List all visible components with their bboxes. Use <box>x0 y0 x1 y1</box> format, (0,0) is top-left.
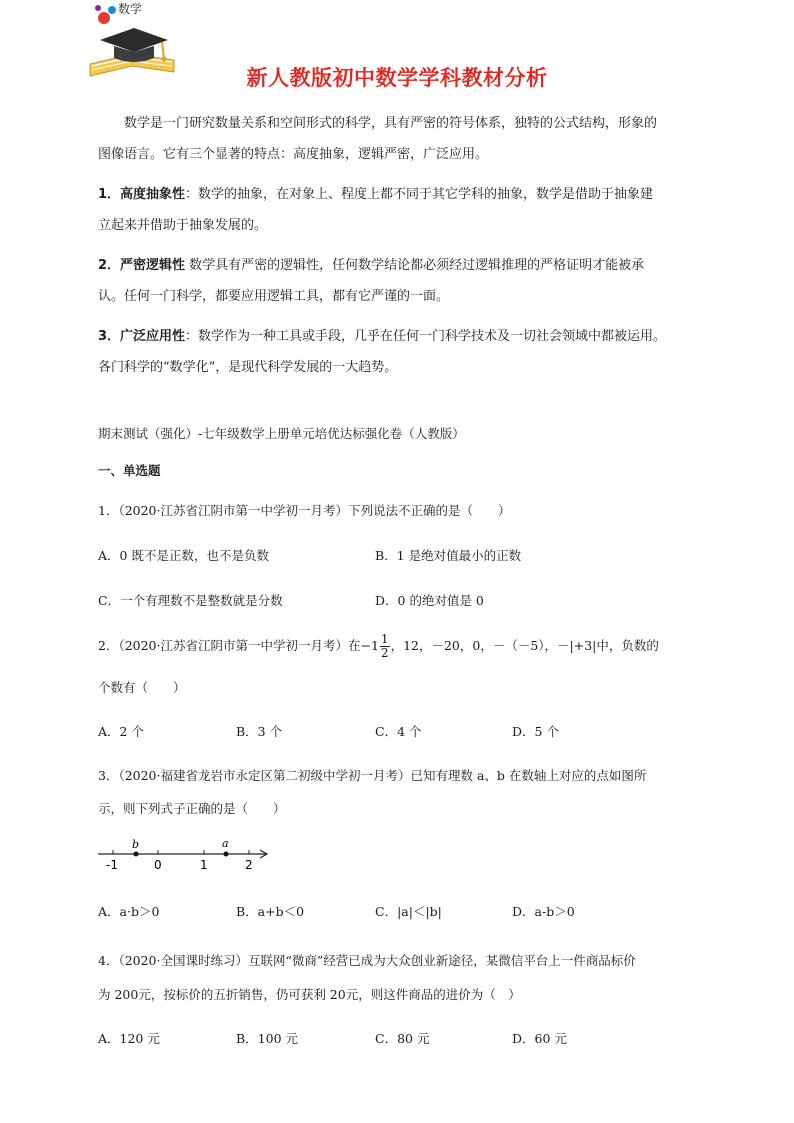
question-2-stem-line-2: 个数有（ ） <box>98 680 186 695</box>
question-4-stem: 4．（2020·全国课时练习）互联网“微商”经营已成为大众创业新途径，某微信平台上一件商品标价 <box>98 953 636 968</box>
number-line <box>96 836 272 874</box>
point-b-label: b <box>132 838 140 851</box>
tick-label: 2 <box>245 858 253 872</box>
question-2-option-a[interactable]: A．2 个 <box>98 724 144 739</box>
question-4-option-c[interactable]: C．80 元 <box>375 1031 430 1046</box>
question-3-option-b[interactable]: B．a+b＜0 <box>236 904 305 919</box>
feature-3 <box>98 321 708 383</box>
question-2-stem-post: ，12，－20，0，－（－5），－|+3|中，负数的 <box>390 638 659 653</box>
question-2-option-b[interactable]: B．3 个 <box>236 724 283 739</box>
question-1-option-b[interactable]: B．1 是绝对值最小的正数 <box>375 548 522 563</box>
fraction-numerator: 1 <box>380 632 389 646</box>
page-title: 新人教版初中数学学科教材分析 <box>246 66 548 90</box>
feature-1-text: ：数学的抽象，在对象上、程度上都不同于其它学科的抽象，数学是借助于抽象建 <box>185 187 654 202</box>
feature-1 <box>98 179 708 241</box>
feature-3-text: ：数学作为一种工具或手段，几乎在任何一门科学技术及一切社会领域中都被运用。 <box>185 329 667 344</box>
logo-word: 数学 <box>118 2 143 16</box>
fraction <box>380 633 390 660</box>
intro-paragraph <box>98 108 708 170</box>
point-a-label: a <box>222 837 229 850</box>
tick-label: -1 <box>106 858 118 872</box>
feature-3-text-2: 各门科学的“数学化”，是现代科学发展的一大趋势。 <box>98 360 398 375</box>
question-3-option-d[interactable]: D．a-b＞0 <box>512 904 575 919</box>
question-2-option-d[interactable]: D．5 个 <box>512 724 559 739</box>
question-2-option-c[interactable]: C．4 个 <box>375 724 422 739</box>
question-4-stem-line-2: 为 200元，按标价的五折销售，仍可获利 20元，则这件商品的进价为（ ） <box>98 987 521 1002</box>
feature-2 <box>98 250 708 312</box>
question-1-option-d[interactable]: D．0 的绝对值是 0 <box>375 593 484 608</box>
question-3-stem-line-2: 示，则下列式子正确的是（ ） <box>98 801 286 816</box>
feature-1-text-2: 立起来并借助于抽象发展的。 <box>98 218 268 233</box>
fraction-denominator: 2 <box>380 646 389 660</box>
question-3-option-c[interactable]: C．|a|＜|b| <box>375 904 442 919</box>
feature-2-label: 2．严密逻辑性 <box>98 258 186 273</box>
question-1-stem: 1．（2020·江苏省江阴市第一中学初一月考）下列说法不正确的是（ ） <box>98 503 511 518</box>
intro-line-2: 图像语言。它有三个显著的特点：高度抽象，逻辑严密，广泛应用。 <box>98 147 489 162</box>
question-2-stem-pre: 2．（2020·江苏省江阴市第一中学初一月考）在−1 <box>98 638 379 653</box>
question-4-option-b[interactable]: B．100 元 <box>236 1031 299 1046</box>
question-4-option-a[interactable]: A．120 元 <box>98 1031 160 1046</box>
feature-1-label: 1．高度抽象性 <box>98 187 186 202</box>
question-1-option-c[interactable]: C．一个有理数不是整数就是分数 <box>98 593 283 608</box>
question-3-option-a[interactable]: A．a·b＞0 <box>98 904 160 919</box>
tick-label: 1 <box>200 858 208 872</box>
intro-line-1: 数学是一门研究数量关系和空间形式的科学，具有严密的符号体系，独特的公式结构，形象的 <box>124 116 658 131</box>
question-2-stem <box>98 633 659 660</box>
feature-2-text: 数学具有严密的逻辑性，任何数学结论都必须经过逻辑推理的严格证明才能被承 <box>185 258 645 273</box>
tick-label: 0 <box>154 858 162 872</box>
section-heading: 一、单选题 <box>98 463 161 478</box>
exam-title: 期末测试（强化）-七年级数学上册单元培优达标强化卷（人教版） <box>98 426 465 441</box>
point-b <box>134 852 139 857</box>
question-3-stem: 3．（2020·福建省龙岩市永定区第二初级中学初一月考）已知有理数 a、b 在数轴上对应的点如图所 <box>98 768 647 783</box>
feature-2-text-2: 认。任何一门科学，都要应用逻辑工具，都有它严谨的一面。 <box>98 289 450 304</box>
question-1-option-a[interactable]: A．0 既不是正数，也不是负数 <box>98 548 269 563</box>
point-a <box>224 852 229 857</box>
question-4-option-d[interactable]: D．60 元 <box>512 1031 567 1046</box>
feature-3-label: 3．广泛应用性 <box>98 329 186 344</box>
